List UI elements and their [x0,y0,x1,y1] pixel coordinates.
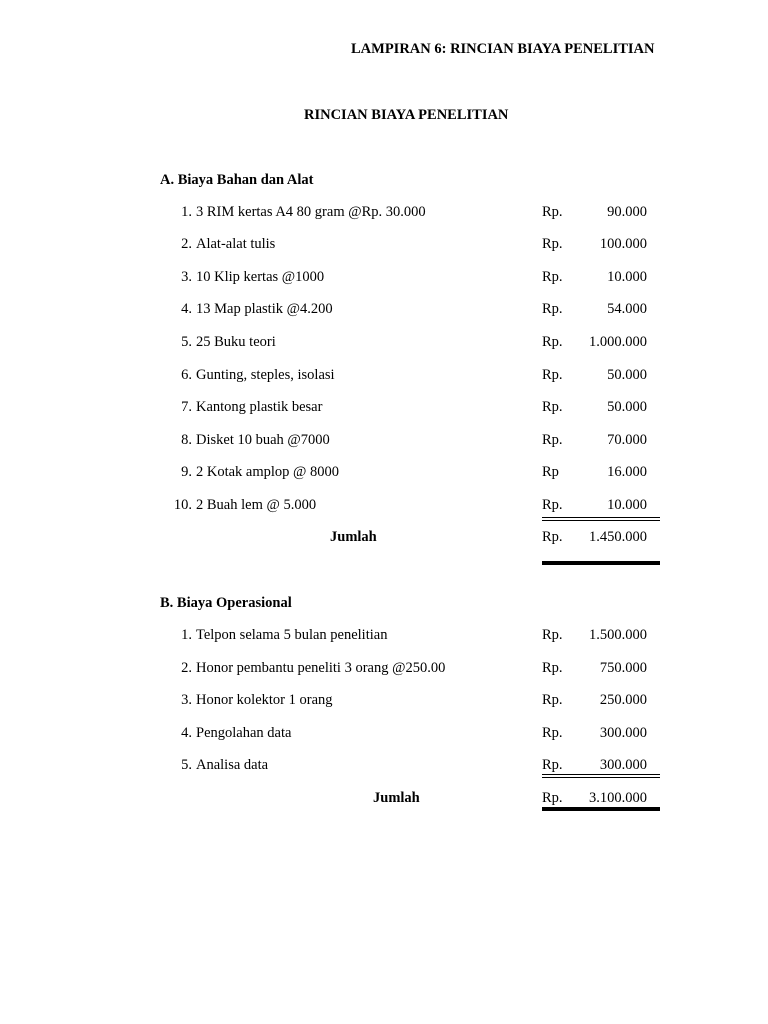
item-number: 4. [181,725,192,741]
total-amount: 3.100.000 [589,790,647,806]
item-description: Honor pembantu peneliti 3 orang @250.00 [196,660,446,676]
list-item [0,627,768,647]
page-header: LAMPIRAN 6: RINCIAN BIAYA PENELITIAN [351,41,655,57]
total-double-rule [542,807,660,811]
item-currency: Rp. [542,432,563,448]
item-amount: 100.000 [599,236,647,252]
item-amount: 16.000 [607,464,647,480]
list-item [0,367,768,387]
item-amount: 300.000 [599,725,647,741]
item-amount: 70.000 [607,432,647,448]
item-number: 8. [181,432,192,448]
total-double-rule [542,561,660,565]
item-currency: Rp. [542,497,563,513]
item-description: 10 Klip kertas @1000 [196,269,325,285]
list-item [0,692,768,712]
list-item [0,334,768,354]
item-number: 5. [181,757,192,773]
total-label: Jumlah [330,529,377,545]
subtotal-underline [542,777,660,778]
total-label: Jumlah [373,790,420,806]
item-currency: Rp. [542,204,563,220]
item-number: 1. [181,627,192,643]
item-currency: Rp. [542,627,563,643]
item-number: 3. [181,269,192,285]
item-number: 9. [181,464,192,480]
item-currency: Rp. [542,334,563,350]
item-description: Kantong plastik besar [196,399,323,415]
item-amount: 54.000 [607,301,647,317]
total-currency: Rp. [542,790,563,806]
item-currency: Rp. [542,367,563,383]
total-currency: Rp. [542,529,563,545]
item-description: 3 RIM kertas A4 80 gram @Rp. 30.000 [196,204,426,220]
item-description: 13 Map plastik @4.200 [196,301,333,317]
list-item [0,497,768,517]
document-title: RINCIAN BIAYA PENELITIAN [304,107,509,123]
item-currency: Rp. [542,692,563,708]
item-number: 1. [181,204,192,220]
item-number: 4. [181,301,192,317]
item-description: 25 Buku teori [196,334,276,350]
item-description: Honor kolektor 1 orang [196,692,333,708]
item-number: 7. [181,399,192,415]
item-description: 2 Kotak amplop @ 8000 [196,464,340,480]
item-currency: Rp. [542,236,563,252]
item-number: 2. [181,660,192,676]
item-number: 5. [181,334,192,350]
item-amount: 10.000 [607,497,647,513]
item-amount: 1.000.000 [589,334,647,350]
list-item [0,204,768,224]
item-amount: 50.000 [607,367,647,383]
item-currency: Rp. [542,660,563,676]
item-currency: Rp. [542,757,563,773]
list-item [0,399,768,419]
list-item [0,725,768,745]
item-amount: 90.000 [607,204,647,220]
total-amount: 1.450.000 [589,529,647,545]
item-description: Telpon selama 5 bulan penelitian [196,627,388,643]
subtotal-underline [542,774,660,775]
item-amount: 250.000 [599,692,647,708]
item-description: Gunting, steples, isolasi [196,367,335,383]
item-currency: Rp. [542,725,563,741]
item-description: Disket 10 buah @7000 [196,432,330,448]
item-amount: 750.000 [599,660,647,676]
item-currency: Rp. [542,399,563,415]
list-item [0,236,768,256]
section-b-heading: B. Biaya Operasional [160,595,292,611]
item-amount: 50.000 [607,399,647,415]
item-currency: Rp. [542,269,563,285]
item-number: 10. [173,497,192,513]
list-item [0,269,768,289]
subtotal-underline [542,517,660,518]
item-number: 6. [181,367,192,383]
item-description: Pengolahan data [196,725,292,741]
item-currency: Rp [542,464,559,480]
item-number: 3. [181,692,192,708]
section-a-total-row [0,529,768,549]
item-amount: 1.500.000 [589,627,647,643]
subtotal-underline [542,520,660,521]
list-item [0,660,768,680]
list-item [0,464,768,484]
item-description: Alat-alat tulis [196,236,276,252]
item-description: 2 Buah lem @ 5.000 [196,497,317,513]
item-description: Analisa data [196,757,269,773]
section-a-heading: A. Biaya Bahan dan Alat [160,172,314,188]
item-number: 2. [181,236,192,252]
item-amount: 300.000 [599,757,647,773]
list-item [0,301,768,321]
item-currency: Rp. [542,301,563,317]
list-item [0,432,768,452]
item-amount: 10.000 [607,269,647,285]
